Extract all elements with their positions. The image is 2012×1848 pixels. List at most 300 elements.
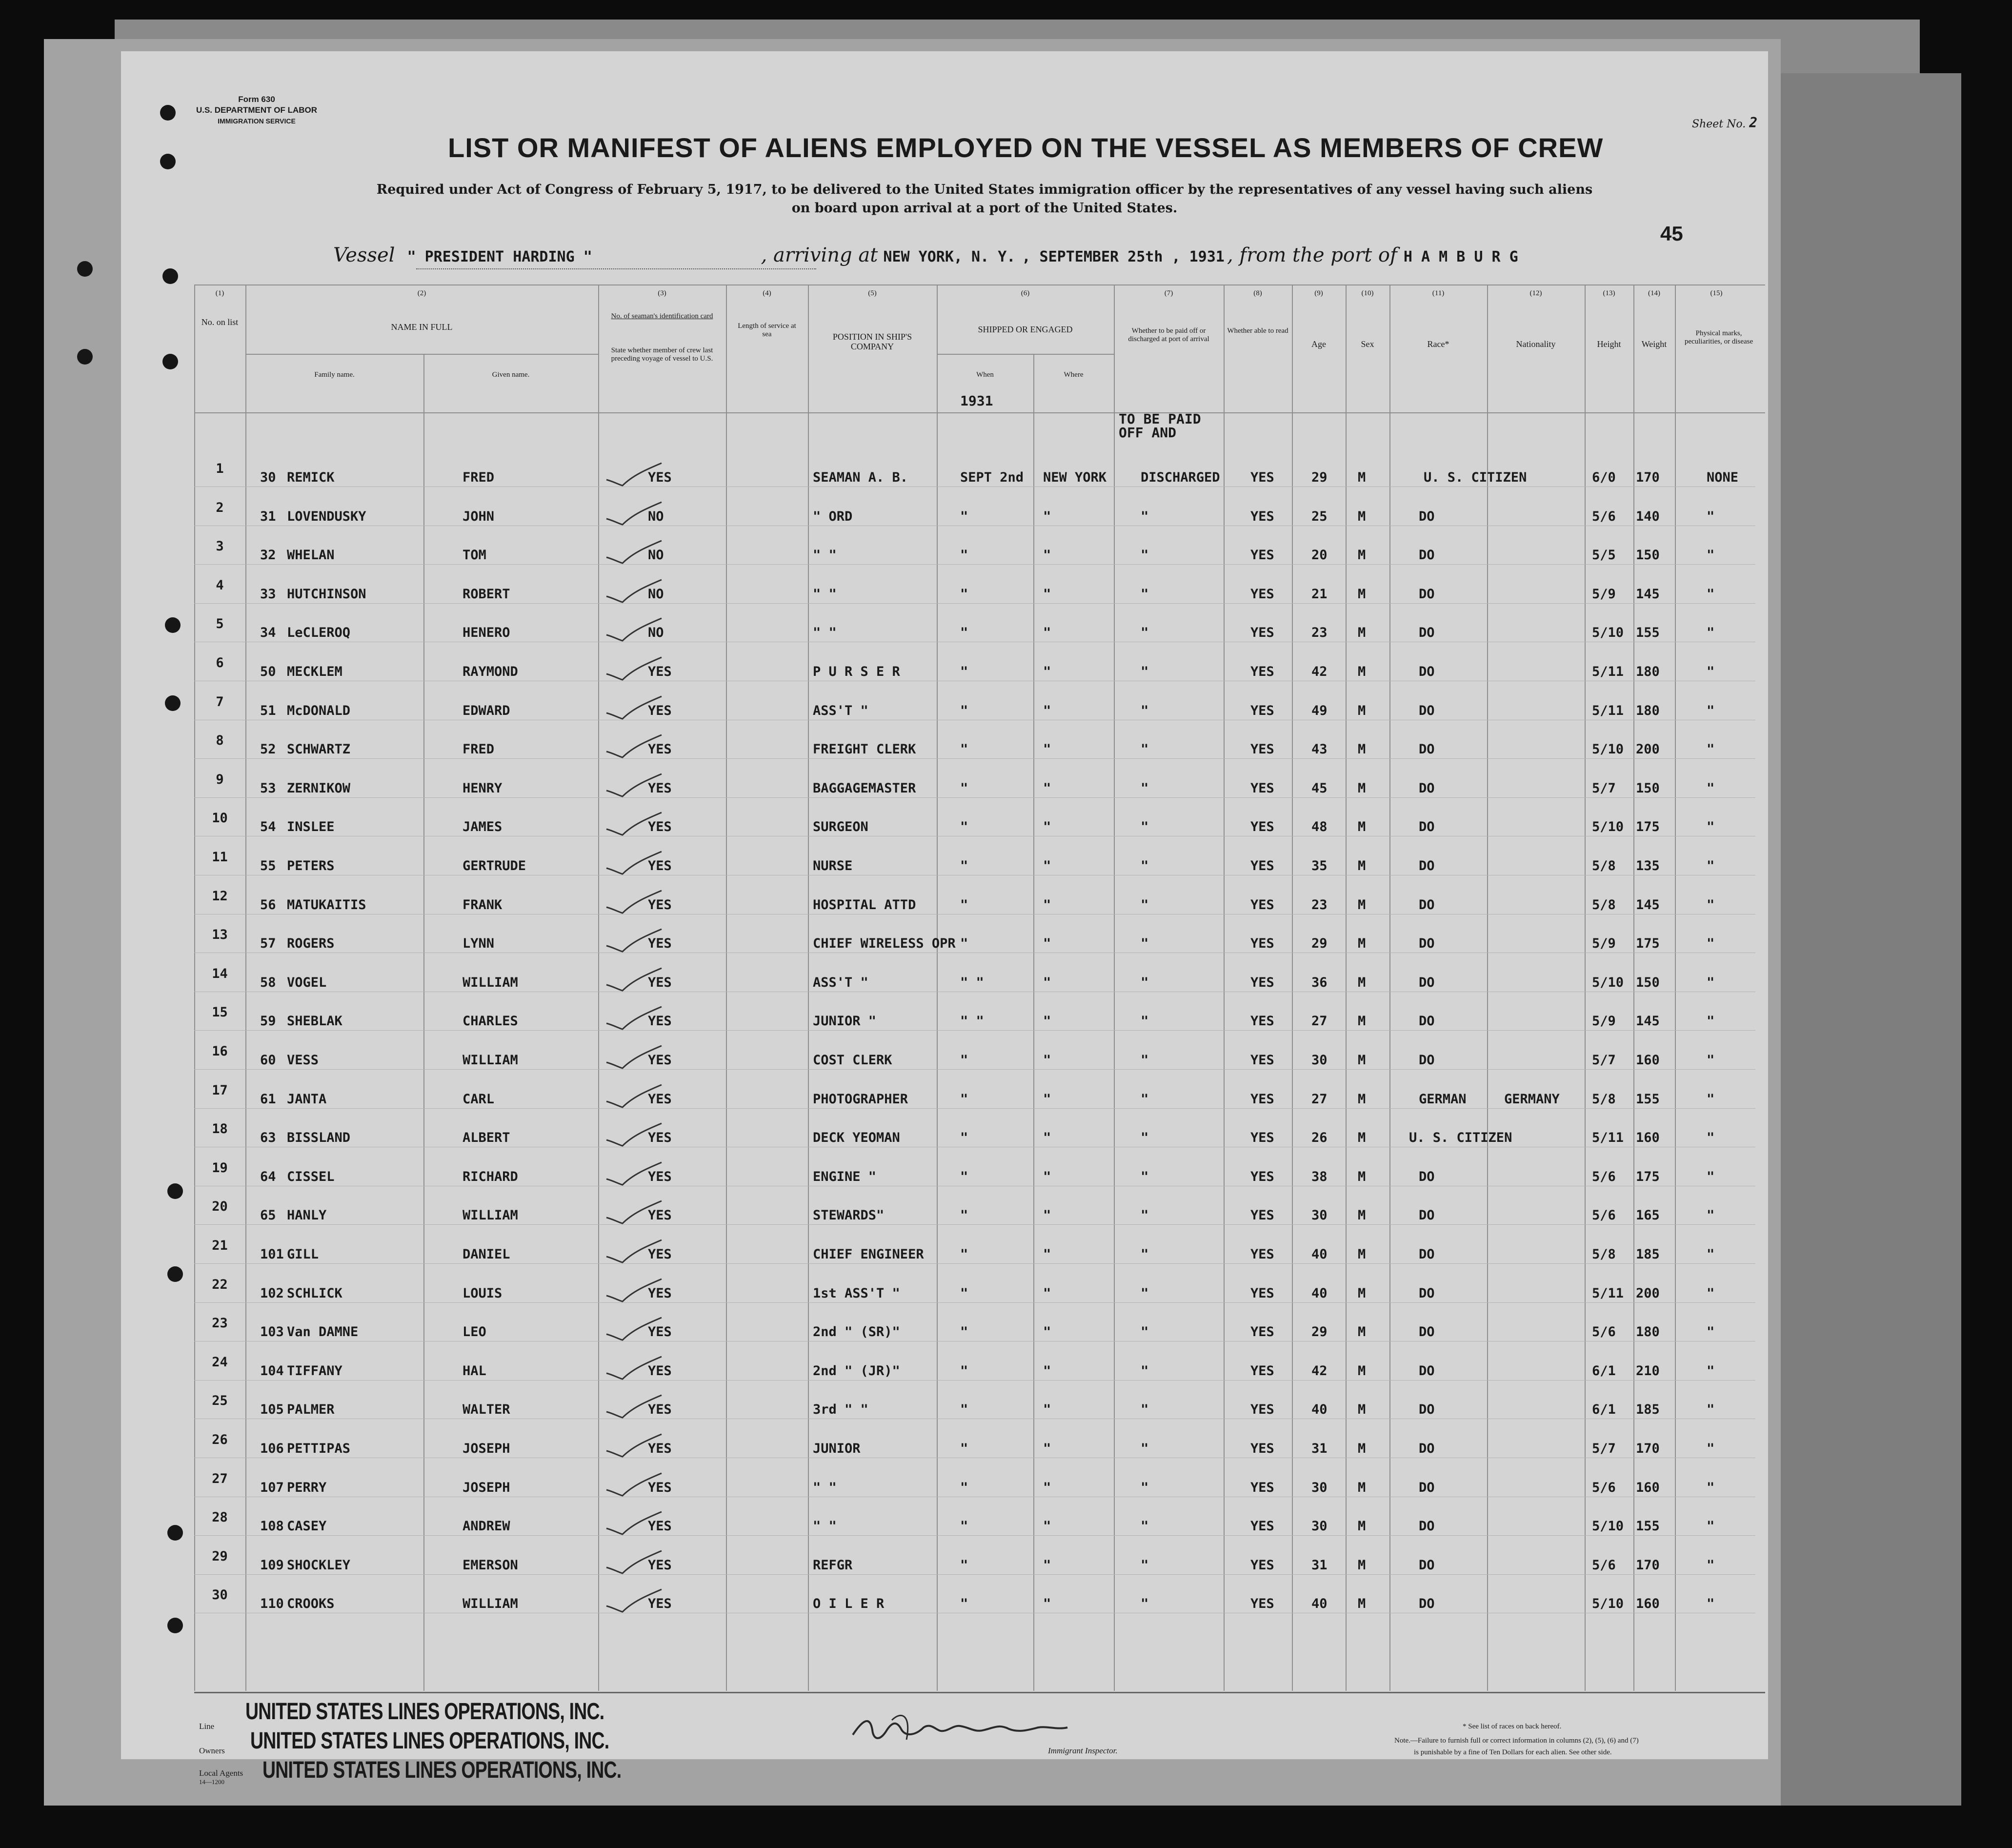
age: 43 bbox=[1311, 742, 1328, 757]
paid-off: " bbox=[1141, 664, 1149, 679]
shipped-where: " bbox=[1043, 1169, 1051, 1184]
age: 27 bbox=[1311, 1014, 1328, 1029]
physical-marks: " bbox=[1707, 1441, 1715, 1456]
weight: 170 bbox=[1636, 470, 1660, 485]
card-status: YES bbox=[648, 780, 672, 796]
paid-off: " bbox=[1141, 1014, 1149, 1029]
age: 35 bbox=[1311, 858, 1328, 873]
paid-off: " bbox=[1141, 1441, 1149, 1456]
list-id: 58 bbox=[260, 975, 276, 990]
grid-line bbox=[937, 354, 1114, 355]
able-to-read: YES bbox=[1250, 1324, 1274, 1340]
table-row bbox=[121, 1427, 1768, 1465]
shipped-where: " bbox=[1043, 819, 1051, 835]
list-id: 102 bbox=[260, 1285, 284, 1301]
paid-off: " bbox=[1141, 1208, 1149, 1223]
family-name: GILL bbox=[287, 1247, 319, 1262]
shipped-when: " bbox=[960, 1285, 968, 1301]
weight: 180 bbox=[1636, 1324, 1660, 1340]
family-name: CISSEL bbox=[287, 1169, 335, 1184]
col-header-shipped: SHIPPED OR ENGAGED bbox=[978, 325, 1073, 334]
card-status: YES bbox=[648, 742, 672, 757]
row-number: 18 bbox=[212, 1121, 228, 1137]
race: DO bbox=[1419, 1557, 1435, 1573]
physical-marks: " bbox=[1707, 1169, 1715, 1184]
family-name: PETTIPAS bbox=[287, 1441, 351, 1456]
position: SURGEON bbox=[813, 819, 868, 835]
shipped-when: " bbox=[960, 1053, 968, 1068]
row-number: 4 bbox=[216, 577, 224, 593]
page-subtitle bbox=[326, 181, 1643, 218]
position: STEWARDS" bbox=[813, 1208, 885, 1223]
able-to-read: YES bbox=[1250, 975, 1274, 990]
sex: M bbox=[1358, 897, 1366, 913]
weight: 185 bbox=[1636, 1247, 1660, 1262]
given-name: HENRY bbox=[463, 780, 503, 796]
able-to-read: YES bbox=[1250, 1596, 1274, 1612]
page-title: LIST OR MANIFEST OF ALIENS EMPLOYED ON THE VESSEL AS MEMBERS OF CREW bbox=[448, 132, 1604, 163]
height: 6/1 bbox=[1592, 1363, 1616, 1379]
height: 5/9 bbox=[1592, 1014, 1616, 1029]
card-status: YES bbox=[648, 1519, 672, 1534]
shipped-where: " bbox=[1043, 1091, 1051, 1107]
sex: M bbox=[1358, 780, 1366, 796]
position: SEAMAN A. B. bbox=[813, 470, 908, 485]
col-header-where: Where bbox=[1064, 371, 1084, 379]
weight: 175 bbox=[1636, 936, 1660, 952]
family-name: SHOCKLEY bbox=[287, 1557, 351, 1573]
given-name: WILLIAM bbox=[463, 1053, 518, 1068]
height: 5/6 bbox=[1592, 508, 1616, 524]
weight: 155 bbox=[1636, 1091, 1660, 1107]
col-header-family-name: Family name. bbox=[314, 371, 355, 379]
height: 6/1 bbox=[1592, 1402, 1616, 1418]
table-row bbox=[121, 728, 1768, 766]
row-number: 2 bbox=[216, 500, 224, 515]
checkmark-icon bbox=[604, 1354, 663, 1383]
able-to-read: YES bbox=[1250, 470, 1274, 485]
year-1931: 1931 bbox=[960, 393, 993, 409]
shipped-where: " bbox=[1043, 586, 1051, 602]
paid-note-line-1: TO BE PAID bbox=[1119, 411, 1201, 427]
table-row bbox=[121, 884, 1768, 922]
sheet-number bbox=[1692, 115, 1757, 131]
weight: 155 bbox=[1636, 1519, 1660, 1534]
col-num-15: (15) bbox=[1710, 289, 1723, 297]
paid-off: DISCHARGED bbox=[1141, 470, 1220, 485]
position: 3rd " " bbox=[813, 1402, 868, 1418]
checkmark-icon bbox=[604, 965, 663, 995]
checkmark-icon bbox=[604, 538, 663, 567]
given-name: FRANK bbox=[463, 897, 503, 913]
height: 5/8 bbox=[1592, 858, 1616, 873]
table-row bbox=[121, 1505, 1768, 1543]
shipped-where: " bbox=[1043, 1402, 1051, 1418]
physical-marks: " bbox=[1707, 936, 1715, 952]
weight: 210 bbox=[1636, 1363, 1660, 1379]
card-status: YES bbox=[648, 936, 672, 952]
row-number: 1 bbox=[216, 461, 224, 476]
paid-off: " bbox=[1141, 1324, 1149, 1340]
list-id: 106 bbox=[260, 1441, 284, 1456]
row-number: 29 bbox=[212, 1548, 228, 1564]
col-header-race: Race* bbox=[1427, 339, 1449, 349]
race: DO bbox=[1419, 742, 1435, 757]
physical-marks: " bbox=[1707, 1402, 1715, 1418]
card-status: YES bbox=[648, 1363, 672, 1379]
physical-marks: " bbox=[1707, 625, 1715, 641]
family-name: JANTA bbox=[287, 1091, 327, 1107]
given-name: WILLIAM bbox=[463, 1596, 518, 1612]
sex: M bbox=[1358, 470, 1366, 485]
col-num-3: (3) bbox=[658, 289, 666, 297]
col-header-weight: Weight bbox=[1641, 339, 1667, 349]
race: DO bbox=[1419, 1169, 1435, 1184]
physical-marks: " bbox=[1707, 1091, 1715, 1107]
family-name: PALMER bbox=[287, 1402, 335, 1418]
from-label: , from the port of bbox=[1227, 244, 1397, 266]
col-num-13: (13) bbox=[1603, 289, 1615, 297]
height: 5/11 bbox=[1592, 664, 1624, 679]
shipped-when: " bbox=[960, 586, 968, 602]
row-number: 17 bbox=[212, 1082, 228, 1098]
card-status: YES bbox=[648, 1208, 672, 1223]
row-number: 11 bbox=[212, 850, 228, 865]
sex: M bbox=[1358, 1053, 1366, 1068]
row-number: 6 bbox=[216, 655, 224, 670]
position: " " bbox=[813, 548, 837, 563]
height: 5/10 bbox=[1592, 1519, 1624, 1534]
sex: M bbox=[1358, 1363, 1366, 1379]
shipped-where: " bbox=[1043, 936, 1051, 952]
paid-off: " bbox=[1141, 742, 1149, 757]
family-name: HANLY bbox=[287, 1208, 327, 1223]
row-number: 24 bbox=[212, 1354, 228, 1370]
position: JUNIOR bbox=[813, 1441, 861, 1456]
sex: M bbox=[1358, 703, 1366, 718]
height: 5/5 bbox=[1592, 548, 1616, 563]
shipped-when: " bbox=[960, 1596, 968, 1612]
height: 5/6 bbox=[1592, 1480, 1616, 1495]
race: DO bbox=[1419, 1053, 1435, 1068]
height: 5/10 bbox=[1592, 975, 1624, 990]
weight: 145 bbox=[1636, 897, 1660, 913]
age: 40 bbox=[1311, 1596, 1328, 1612]
paid-off: " bbox=[1141, 1285, 1149, 1301]
height: 5/8 bbox=[1592, 1091, 1616, 1107]
list-id: 105 bbox=[260, 1402, 284, 1418]
able-to-read: YES bbox=[1250, 936, 1274, 952]
agents-label-text: Local Agents bbox=[199, 1768, 243, 1778]
checkmark-icon bbox=[604, 771, 663, 800]
family-name: ROGERS bbox=[287, 936, 335, 952]
race: DO bbox=[1419, 897, 1435, 913]
paid-off: " bbox=[1141, 1130, 1149, 1146]
grid-line bbox=[194, 284, 1765, 285]
paid-off: " bbox=[1141, 975, 1149, 990]
sex: M bbox=[1358, 742, 1366, 757]
list-id: 55 bbox=[260, 858, 276, 873]
penalty-note bbox=[1394, 1735, 1639, 1758]
list-id: 59 bbox=[260, 1014, 276, 1029]
weight: 180 bbox=[1636, 664, 1660, 679]
card-status: NO bbox=[648, 548, 664, 563]
card-status: YES bbox=[648, 1557, 672, 1573]
paid-off: " bbox=[1141, 897, 1149, 913]
position: ASS'T " bbox=[813, 975, 868, 990]
vessel-label: Vessel bbox=[333, 244, 395, 266]
given-name: JAMES bbox=[463, 819, 503, 835]
height: 5/8 bbox=[1592, 897, 1616, 913]
able-to-read: YES bbox=[1250, 780, 1274, 796]
shipped-when: " bbox=[960, 780, 968, 796]
paid-off: " bbox=[1141, 1053, 1149, 1068]
punch-hole bbox=[162, 354, 178, 369]
age: 49 bbox=[1311, 703, 1328, 718]
col-num-9: (9) bbox=[1314, 289, 1323, 297]
age: 23 bbox=[1311, 897, 1328, 913]
col-num-14: (14) bbox=[1648, 289, 1660, 297]
age: 40 bbox=[1311, 1285, 1328, 1301]
physical-marks: " bbox=[1707, 1014, 1715, 1029]
shipped-where: " bbox=[1043, 1557, 1051, 1573]
paid-note-line-2: OFF AND bbox=[1119, 425, 1177, 441]
table-row bbox=[121, 1233, 1768, 1271]
checkmark-icon bbox=[604, 1237, 663, 1266]
physical-marks: " bbox=[1707, 897, 1715, 913]
sex: M bbox=[1358, 1130, 1366, 1146]
physical-marks: " bbox=[1707, 664, 1715, 679]
able-to-read: YES bbox=[1250, 586, 1274, 602]
checkmark-icon bbox=[604, 926, 663, 955]
able-to-read: YES bbox=[1250, 858, 1274, 873]
sex: M bbox=[1358, 508, 1366, 524]
weight: 200 bbox=[1636, 1285, 1660, 1301]
col-num-5: (5) bbox=[868, 289, 877, 297]
family-name: CASEY bbox=[287, 1519, 327, 1534]
table-row bbox=[121, 1039, 1768, 1077]
checkmark-icon bbox=[604, 654, 663, 684]
shipped-when: " bbox=[960, 1247, 968, 1262]
list-id: 107 bbox=[260, 1480, 284, 1495]
age: 45 bbox=[1311, 780, 1328, 796]
shipped-where: NEW YORK bbox=[1043, 470, 1107, 485]
physical-marks: " bbox=[1707, 1363, 1715, 1379]
weight: 155 bbox=[1636, 625, 1660, 641]
col-num-8: (8) bbox=[1253, 289, 1262, 297]
card-status: YES bbox=[648, 1053, 672, 1068]
grid-line bbox=[194, 412, 1765, 413]
punch-hole bbox=[162, 268, 178, 284]
card-status: YES bbox=[648, 1402, 672, 1418]
physical-marks: " bbox=[1707, 1519, 1715, 1534]
paid-off: " bbox=[1141, 1402, 1149, 1418]
shipped-when: " bbox=[960, 1091, 968, 1107]
race: DO bbox=[1419, 508, 1435, 524]
weight: 160 bbox=[1636, 1130, 1660, 1146]
position: " " bbox=[813, 1519, 837, 1534]
local-agents-label bbox=[199, 1769, 243, 1787]
given-name: JOSEPH bbox=[463, 1441, 510, 1456]
shipped-when: " bbox=[960, 1557, 968, 1573]
table-row bbox=[121, 806, 1768, 844]
family-name: REMICK bbox=[287, 470, 335, 485]
race: DO bbox=[1419, 548, 1435, 563]
able-to-read: YES bbox=[1250, 1014, 1274, 1029]
height: 5/7 bbox=[1592, 1053, 1616, 1068]
physical-marks: " bbox=[1707, 1324, 1715, 1340]
checkmark-icon bbox=[604, 1198, 663, 1227]
list-id: 61 bbox=[260, 1091, 276, 1107]
row-number: 10 bbox=[212, 811, 228, 826]
table-row bbox=[121, 534, 1768, 572]
height: 5/9 bbox=[1592, 936, 1616, 952]
list-id: 104 bbox=[260, 1363, 284, 1379]
checkmark-icon bbox=[604, 849, 663, 878]
paid-off-note bbox=[1119, 412, 1201, 440]
grid-line bbox=[194, 1692, 1765, 1693]
able-to-read: YES bbox=[1250, 1441, 1274, 1456]
race: DO bbox=[1419, 936, 1435, 952]
col-header-when: When bbox=[976, 371, 994, 379]
row-number: 25 bbox=[212, 1393, 228, 1409]
sex: M bbox=[1358, 936, 1366, 952]
row-number: 19 bbox=[212, 1160, 228, 1176]
sheet-value: 2 bbox=[1749, 115, 1758, 131]
weight: 175 bbox=[1636, 819, 1660, 835]
col-num-1: (1) bbox=[215, 289, 224, 297]
sex: M bbox=[1358, 975, 1366, 990]
able-to-read: YES bbox=[1250, 1285, 1274, 1301]
table-row bbox=[121, 1078, 1768, 1116]
able-to-read: YES bbox=[1250, 508, 1274, 524]
age: 40 bbox=[1311, 1402, 1328, 1418]
able-to-read: YES bbox=[1250, 1519, 1274, 1534]
row-rule bbox=[194, 1224, 1755, 1225]
col-header-given-name: Given name. bbox=[492, 371, 530, 379]
physical-marks: " bbox=[1707, 780, 1715, 796]
physical-marks: " bbox=[1707, 975, 1715, 990]
list-id: 109 bbox=[260, 1557, 284, 1573]
checkmark-icon bbox=[604, 1470, 663, 1500]
physical-marks: " bbox=[1707, 1596, 1715, 1612]
shipped-when: " bbox=[960, 1324, 968, 1340]
vessel-underline bbox=[416, 268, 816, 270]
position: BAGGAGEMASTER bbox=[813, 780, 916, 796]
col-header-card-sub: State whether member of crew last preceding voyage of vessel to U.S. bbox=[611, 346, 713, 363]
col-header-paid-off: Whether to be paid off or discharged at port of arrival bbox=[1128, 327, 1209, 343]
able-to-read: YES bbox=[1250, 1053, 1274, 1068]
weight: 170 bbox=[1636, 1557, 1660, 1573]
paid-off: " bbox=[1141, 703, 1149, 718]
shipped-when: " bbox=[960, 1363, 968, 1379]
weight: 150 bbox=[1636, 548, 1660, 563]
table-row bbox=[121, 1466, 1768, 1504]
age: 30 bbox=[1311, 1480, 1328, 1495]
sex: M bbox=[1358, 1247, 1366, 1262]
race: DO bbox=[1419, 586, 1435, 602]
race: DO bbox=[1419, 625, 1435, 641]
checkmark-icon bbox=[604, 1004, 663, 1033]
card-status: YES bbox=[648, 470, 672, 485]
race: U. S. CITIZEN bbox=[1409, 1130, 1512, 1146]
card-status: YES bbox=[648, 819, 672, 835]
list-id: 31 bbox=[260, 508, 276, 524]
col-header-length: Length of service at sea bbox=[738, 322, 796, 338]
sex: M bbox=[1358, 1441, 1366, 1456]
family-name: SCHLICK bbox=[287, 1285, 342, 1301]
position: " ORD bbox=[813, 508, 853, 524]
row-rule bbox=[194, 1380, 1755, 1381]
age: 30 bbox=[1311, 1053, 1328, 1068]
given-name: WILLIAM bbox=[463, 1208, 518, 1223]
table-row bbox=[121, 845, 1768, 883]
shipped-when: " " bbox=[960, 1014, 984, 1029]
height: 5/7 bbox=[1592, 780, 1616, 796]
physical-marks: " bbox=[1707, 586, 1715, 602]
given-name: LYNN bbox=[463, 936, 495, 952]
shipped-when: " bbox=[960, 1519, 968, 1534]
shipped-when: " bbox=[960, 1130, 968, 1146]
shipped-when: SEPT 2nd bbox=[960, 470, 1024, 485]
height: 5/11 bbox=[1592, 1285, 1624, 1301]
age: 27 bbox=[1311, 1091, 1328, 1107]
col-header-card: No. of seaman's identification card bbox=[611, 312, 713, 320]
able-to-read: YES bbox=[1250, 1402, 1274, 1418]
height: 5/6 bbox=[1592, 1324, 1616, 1340]
able-to-read: YES bbox=[1250, 625, 1274, 641]
shipped-when: " bbox=[960, 508, 968, 524]
card-status: YES bbox=[648, 1480, 672, 1495]
position: DECK YEOMAN bbox=[813, 1130, 900, 1146]
row-number: 5 bbox=[216, 616, 224, 632]
vessel-name: " PRESIDENT HARDING " bbox=[407, 248, 592, 265]
checkmark-icon bbox=[604, 460, 663, 489]
race: DO bbox=[1419, 780, 1435, 796]
position: HOSPITAL ATTD bbox=[813, 897, 916, 913]
row-rule bbox=[194, 564, 1755, 565]
age: 29 bbox=[1311, 936, 1328, 952]
col-num-6: (6) bbox=[1021, 289, 1030, 297]
given-name: DANIEL bbox=[463, 1247, 510, 1262]
note-line-1: Note.—Failure to furnish full or correct information in columns (2), (5), (6) and (7) bbox=[1394, 1737, 1639, 1745]
weight: 165 bbox=[1636, 1208, 1660, 1223]
age: 21 bbox=[1311, 586, 1328, 602]
physical-marks: " bbox=[1707, 1480, 1715, 1495]
checkmark-icon bbox=[604, 1392, 663, 1422]
table-row bbox=[121, 456, 1768, 494]
row-number: 13 bbox=[212, 927, 228, 943]
given-name: ROBERT bbox=[463, 586, 510, 602]
list-id: 108 bbox=[260, 1519, 284, 1534]
col-num-4: (4) bbox=[763, 289, 771, 297]
able-to-read: YES bbox=[1250, 703, 1274, 718]
sex: M bbox=[1358, 1596, 1366, 1612]
given-name: FRED bbox=[463, 742, 495, 757]
list-id: 52 bbox=[260, 742, 276, 757]
table-row bbox=[121, 650, 1768, 689]
punch-hole bbox=[160, 154, 176, 169]
paid-off: " bbox=[1141, 1557, 1149, 1573]
checkmark-icon bbox=[604, 1159, 663, 1189]
row-rule bbox=[194, 1574, 1755, 1575]
vessel-line bbox=[333, 244, 1518, 266]
paid-off: " bbox=[1141, 858, 1149, 873]
note-line-2: is punishable by a fine of Ten Dollars for each alien. See other side. bbox=[1414, 1748, 1612, 1756]
paid-off: " bbox=[1141, 508, 1149, 524]
sheet-label: Sheet No. bbox=[1692, 118, 1746, 130]
weight: 175 bbox=[1636, 1169, 1660, 1184]
